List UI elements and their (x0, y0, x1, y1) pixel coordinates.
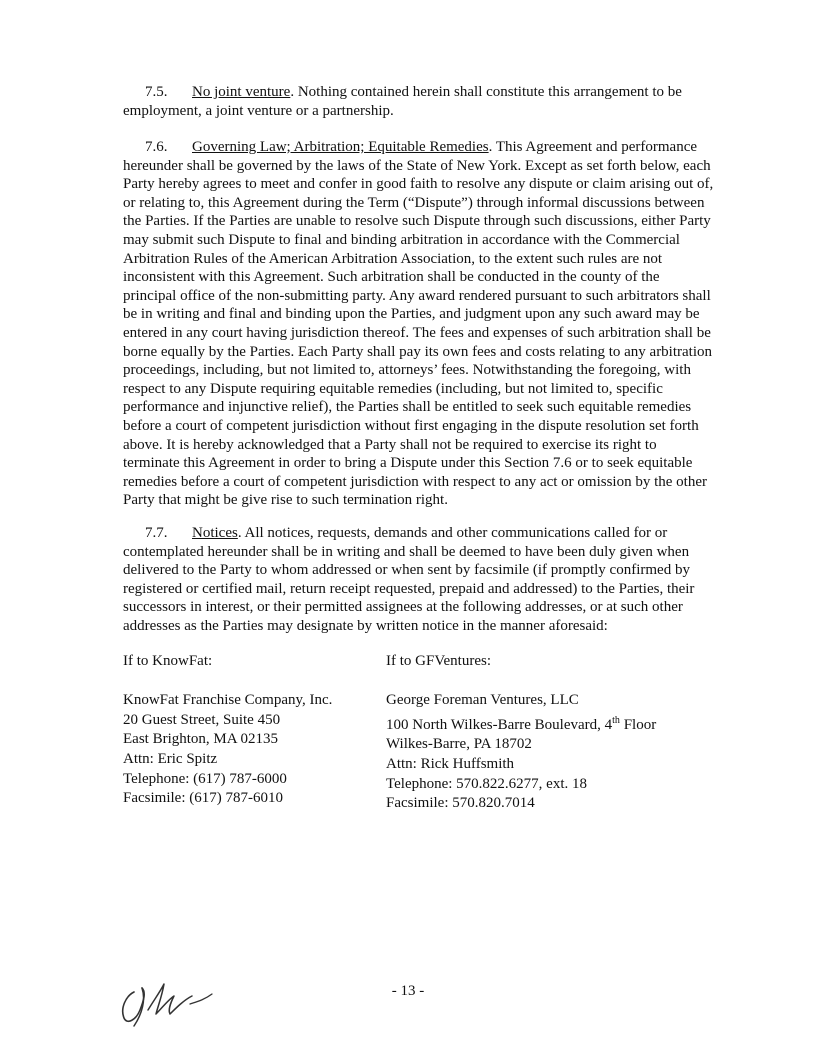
street-floor: Floor (619, 716, 657, 733)
section-7-5 (123, 83, 715, 120)
street-address: 20 Guest Street, Suite 450 (123, 711, 281, 728)
page-number: - 13 - (391, 983, 425, 999)
section-7-6 (123, 138, 715, 510)
address-header: If to GFVentures: (386, 653, 491, 669)
section-body: . This Agreement and performance hereunder shall be governed by the laws of the State of New York. Except as set forth below, each Party hereby agrees to meet and confer in good faith to resolve any dispute or claim arising out of, or relating to, this Agreement during the Term (“Dispute”) through informal discussions between the Parties. If the Parties are unable to resolve such Dispute through such discussions, either Party may submit such Dispute to final and binding arbitration in accordance with the Commercial Arbitration Rules of the American Arbitration Association, to the extent such rules are not inconsistent with this Agreement. Such arbitration shall be conducted in the county of the principal office of the non-submitting party. Any award rendered pursuant to such arbitrators shall be in writing and final and binding upon the Parties, and judgment upon any such award may be entered in any court having jurisdiction thereof. The fees and expenses of such arbitration shall be borne equally by the Parties. Each Party shall pay its own fees and costs relating to any arbitration proceedings, including, but not limited to, attorneys’ fees. Notwithstanding the foregoing, with respect to any Dispute requiring equitable remedies (including, but not limited to, specific performance and injunctive relief), the Parties shall be entitled to seek such equitable remedies before a court of competent jurisdiction without first engaging in the dispute resolution set forth above. It is hereby acknowledged that a Party shall not be required to exercise its right to terminate this Agreement in order to bring a Dispute under this Section 7.6 or to seek equitable remedies before a court of competent jurisdiction with respect to any act or omission by the other Party that might be give rise to such termination right. (123, 139, 714, 509)
knowfat-address-block (123, 652, 332, 809)
ordinal-suffix: th (612, 714, 620, 726)
company-name: George Foreman Ventures, LLC (386, 692, 579, 709)
handwritten-initials-signature (112, 970, 222, 1030)
section-body: . Nothing contained herein shall constitute this arrangement to be employment, a joint venture or a partnership. (123, 84, 682, 119)
city-state-zip: East Brighton, MA 02135 (123, 731, 279, 748)
section-7-7 (123, 524, 715, 636)
city-state-zip: Wilkes-Barre, PA 18702 (386, 736, 532, 753)
telephone-line: Telephone: (617) 787-6000 (123, 770, 287, 787)
section-number: 7.5. (145, 84, 168, 100)
section-heading: Notices (192, 525, 238, 541)
gfventures-address-block (386, 652, 656, 814)
section-heading: No joint venture (192, 84, 291, 100)
street-address (386, 711, 656, 736)
section-number: 7.7. (145, 525, 168, 541)
attention-line: Attn: Rick Huffsmith (386, 755, 515, 772)
attention-line: Attn: Eric Spitz (123, 750, 218, 767)
section-heading: Governing Law; Arbitration; Equitable Remedies (192, 139, 489, 155)
facsimile-line: Facsimile: 570.820.7014 (386, 795, 535, 812)
section-body: . All notices, requests, demands and other communications called for or contemplated hereunder shall be in writing and shall be deemed to have been duly given when delivered to the Party to whom addressed or when sent by facsimile (if promptly confirmed by registered or certified mail, return receipt requested, prepaid and addressed) to the Parties, their successors in interest, or their permitted assignees at the following addresses, or at such other addresses as the Parties may designate by written notice in the manner aforesaid: (123, 525, 695, 634)
facsimile-line: Facsimile: (617) 787-6010 (123, 790, 283, 807)
company-name: KnowFat Franchise Company, Inc. (123, 692, 333, 709)
telephone-line: Telephone: 570.822.6277, ext. 18 (386, 775, 587, 792)
address-header: If to KnowFat: (123, 653, 213, 669)
street-main: 100 North Wilkes-Barre Boulevard, 4 (386, 716, 613, 733)
section-number: 7.6. (145, 139, 168, 155)
